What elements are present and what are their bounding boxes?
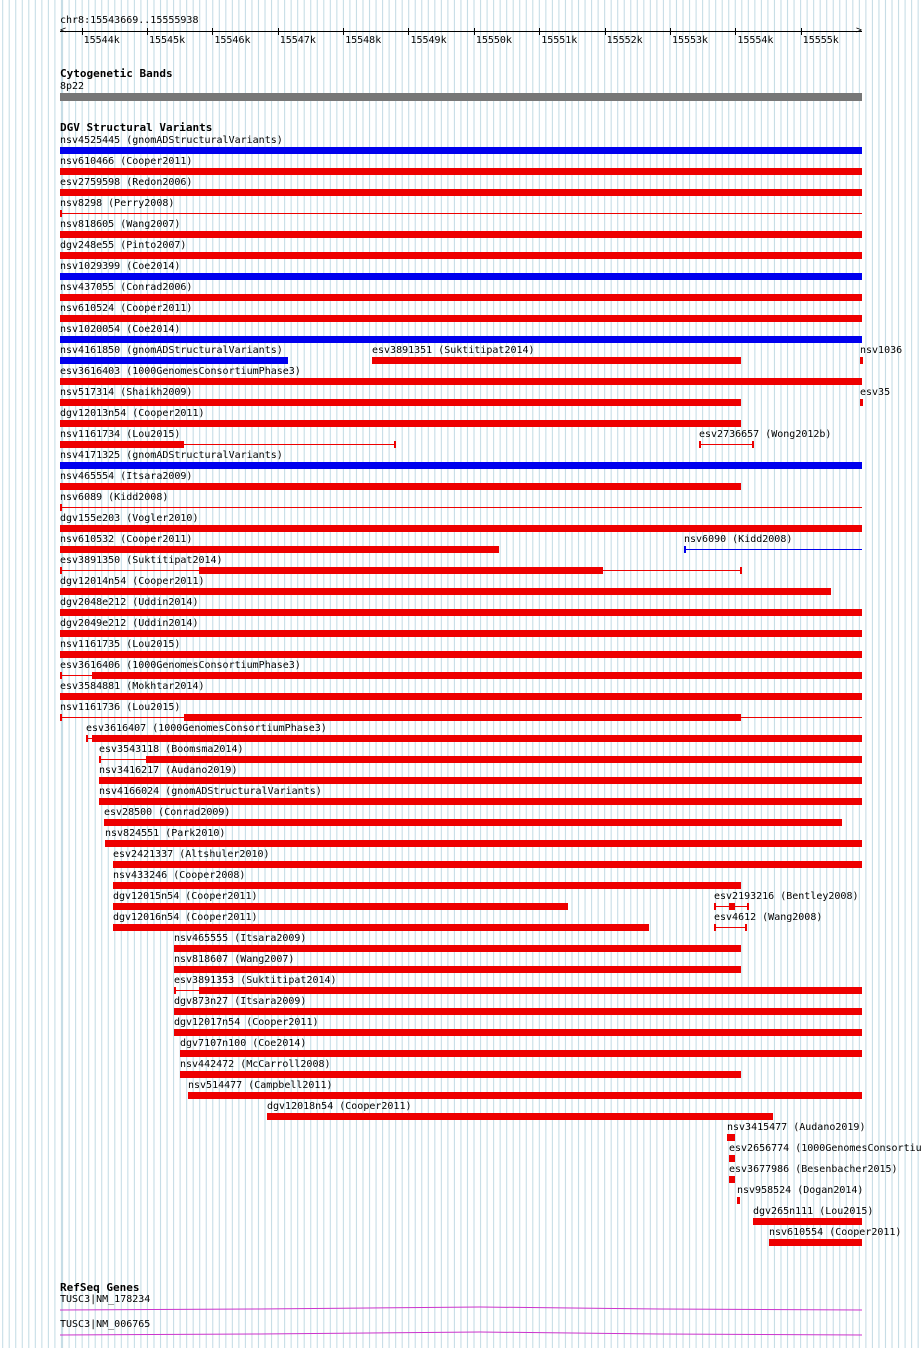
variant-bar[interactable] (60, 252, 862, 259)
variant-bar[interactable] (60, 273, 862, 280)
variant-label[interactable]: dgv12016n54 (Cooper2011) (113, 912, 258, 923)
variant-label[interactable]: nsv824551 (Park2010) (105, 828, 226, 839)
variant-bar[interactable] (60, 420, 741, 427)
variant-bar[interactable] (180, 1050, 862, 1057)
ruler-tick (82, 28, 83, 35)
variant-start-cap (60, 567, 62, 574)
ruler-tick-label: 15552k (606, 35, 643, 46)
variant-label[interactable]: esv4612 (Wang2008) (714, 912, 823, 923)
cytoband-track-title: Cytogenetic Bands (60, 67, 173, 80)
variant-label[interactable]: nsv4525445 (gnomADStructuralVariants) (60, 135, 283, 146)
gene-label[interactable]: TUSC3|NM_006765 (60, 1319, 151, 1330)
variant-label[interactable]: nsv514477 (Campbell2011) (188, 1080, 333, 1091)
variant-label[interactable]: nsv4171325 (gnomADStructuralVariants) (60, 450, 283, 461)
ruler-tick-label: 15547k (279, 35, 316, 46)
variant-bar[interactable] (684, 549, 862, 550)
variant-start-cap (60, 714, 62, 721)
variant-label[interactable]: nsv1020054 (Coe2014) (60, 324, 181, 335)
ruler-tick (605, 28, 606, 35)
variant-label[interactable]: dgv2048e212 (Uddin2014) (60, 597, 199, 608)
variant-label[interactable]: esv3891351 (Suktitipat2014) (372, 345, 535, 356)
variant-bar[interactable] (60, 630, 862, 637)
variant-thick-segment[interactable] (60, 441, 184, 448)
variant-bar[interactable] (180, 1071, 741, 1078)
ruler-left-arrow: < (60, 25, 67, 36)
variant-label[interactable]: dgv12017n54 (Cooper2011) (174, 1017, 319, 1028)
variant-label[interactable]: dgv265n111 (Lou2015) (753, 1206, 874, 1217)
variant-bar[interactable] (727, 1134, 734, 1141)
variant-thick-segment[interactable] (199, 567, 602, 574)
variant-bar[interactable] (60, 483, 741, 490)
variant-bar[interactable] (60, 168, 862, 175)
variant-bar[interactable] (729, 1155, 734, 1162)
variant-start-cap (684, 546, 686, 553)
variant-bar[interactable] (860, 399, 863, 406)
variant-label[interactable]: esv3543118 (Boomsma2014) (99, 744, 244, 755)
variant-label[interactable]: esv2736657 (Wong2012b) (699, 429, 832, 440)
variant-bar[interactable] (60, 525, 862, 532)
ruler-tick (670, 28, 671, 35)
variant-label[interactable]: nsv610532 (Cooper2011) (60, 534, 193, 545)
variant-bar[interactable] (60, 693, 862, 700)
variant-label[interactable]: nsv4166024 (gnomADStructuralVariants) (99, 786, 322, 797)
variant-bar[interactable] (174, 1029, 862, 1036)
variant-label[interactable]: nsv610554 (Cooper2011) (769, 1227, 902, 1238)
gene-label[interactable]: TUSC3|NM_178234 (60, 1294, 151, 1305)
variant-label[interactable]: esv3584881 (Mokhtar2014) (60, 681, 205, 692)
variant-bar[interactable] (60, 507, 862, 508)
variant-label[interactable]: esv3616406 (1000GenomesConsortiumPhase3) (60, 660, 301, 671)
variant-label[interactable]: dgv2049e212 (Uddin2014) (60, 618, 199, 629)
ruler-location: chr8:15543669..15555938 (60, 15, 199, 26)
variant-end-cap (394, 441, 396, 448)
gene-intron-line[interactable] (60, 1330, 862, 1338)
variant-bar[interactable] (60, 147, 862, 154)
variant-label[interactable]: nsv1161735 (Lou2015) (60, 639, 181, 650)
ruler-tick-label: 15546k (214, 35, 251, 46)
variant-bar[interactable] (60, 609, 862, 616)
ruler-tick-label: 15551k (541, 35, 578, 46)
ruler-tick (735, 28, 736, 35)
variant-bar[interactable] (60, 315, 862, 322)
variant-label[interactable]: esv28500 (Conrad2009) (104, 807, 231, 818)
gene-intron-line[interactable] (60, 1305, 862, 1313)
variant-label[interactable]: nsv610524 (Cooper2011) (60, 303, 193, 314)
variant-label[interactable]: esv2656774 (1000GenomesConsortiu (729, 1143, 922, 1154)
variant-label[interactable]: nsv442472 (McCarroll2008) (180, 1059, 331, 1070)
cytoband-bar[interactable] (60, 93, 862, 101)
variant-bar[interactable] (729, 1176, 734, 1183)
variant-start-cap (99, 756, 101, 763)
variant-bar[interactable] (113, 924, 649, 931)
variant-start-cap (86, 735, 88, 742)
gene-line-path (60, 1332, 862, 1335)
variant-label[interactable]: dgv12018n54 (Cooper2011) (267, 1101, 412, 1112)
variant-label[interactable]: nsv437055 (Conrad2006) (60, 282, 193, 293)
ruler-tick (408, 28, 409, 35)
variant-bar[interactable] (267, 1113, 773, 1120)
variant-label[interactable]: nsv1036 (860, 345, 903, 356)
variant-bar[interactable] (753, 1218, 862, 1225)
variant-label[interactable]: nsv1029399 (Coe2014) (60, 261, 181, 272)
variant-label[interactable]: dgv12013n54 (Cooper2011) (60, 408, 205, 419)
variant-label[interactable]: esv3677986 (Besenbacher2015) (729, 1164, 898, 1175)
variant-label[interactable]: nsv610466 (Cooper2011) (60, 156, 193, 167)
variant-label[interactable]: nsv433246 (Cooper2008) (113, 870, 246, 881)
variant-bar[interactable] (174, 966, 741, 973)
variant-label[interactable]: nsv517314 (Shaikh2009) (60, 387, 193, 398)
variant-label[interactable]: nsv818607 (Wang2007) (174, 954, 295, 965)
variant-thick-segment[interactable] (146, 756, 862, 763)
variant-label[interactable]: dgv12014n54 (Cooper2011) (60, 576, 205, 587)
variant-thick-segment[interactable] (199, 987, 862, 994)
variant-bar[interactable] (99, 798, 862, 805)
variant-label[interactable]: nsv958524 (Dogan2014) (737, 1185, 864, 1196)
variant-bar[interactable] (99, 777, 862, 784)
ruler-tick-label: 15554k (737, 35, 774, 46)
variant-label[interactable]: nsv6089 (Kidd2008) (60, 492, 169, 503)
variant-start-cap (699, 441, 701, 448)
variant-bar[interactable] (188, 1092, 862, 1099)
variant-bar[interactable] (372, 357, 741, 364)
variant-label[interactable]: nsv3416217 (Audano2019) (99, 765, 238, 776)
variant-bar[interactable] (174, 945, 741, 952)
variant-label[interactable]: nsv1161736 (Lou2015) (60, 702, 181, 713)
variant-thick-segment[interactable] (184, 714, 741, 721)
ruler-tick-label: 15550k (475, 35, 512, 46)
variant-label[interactable]: esv3616403 (1000GenomesConsortiumPhase3) (60, 366, 301, 377)
variant-start-cap (714, 903, 716, 910)
variant-bar[interactable] (60, 336, 862, 343)
variant-end-cap (745, 924, 747, 931)
variant-bar[interactable] (60, 651, 862, 658)
dgv-track-title: DGV Structural Variants (60, 121, 213, 134)
variant-label[interactable]: esv3891353 (Suktitipat2014) (174, 975, 337, 986)
variant-label[interactable]: nsv3415477 (Audano2019) (727, 1122, 866, 1133)
variant-bar[interactable] (60, 546, 499, 553)
variant-label[interactable]: nsv8298 (Perry2008) (60, 198, 175, 209)
variant-label[interactable]: esv2759598 (Redon2006) (60, 177, 193, 188)
variant-bar[interactable] (60, 462, 862, 469)
variant-label[interactable]: esv3616407 (1000GenomesConsortiumPhase3) (86, 723, 327, 734)
gene-line-path (60, 1307, 862, 1310)
variant-label[interactable]: nsv465554 (Itsara2009) (60, 471, 193, 482)
variant-label[interactable]: esv2193216 (Bentley2008) (714, 891, 859, 902)
variant-label[interactable]: dgv873n27 (Itsara2009) (174, 996, 307, 1007)
variant-bar[interactable] (60, 357, 288, 364)
variant-start-cap (60, 210, 62, 217)
variant-start-cap (714, 924, 716, 931)
ruler-tick-label: 15545k (149, 35, 186, 46)
variant-bar[interactable] (174, 1008, 862, 1015)
ruler-tick-label: 15553k (671, 35, 709, 46)
variant-start-cap (174, 987, 176, 994)
ruler-tick (278, 28, 279, 35)
variant-start-cap (60, 504, 62, 511)
variant-label[interactable]: esv35 (860, 387, 891, 398)
ruler-tick (539, 28, 540, 35)
ruler-tick-label: 15555k (802, 35, 839, 46)
variant-bar[interactable] (113, 903, 568, 910)
ruler-tick (801, 28, 802, 35)
variant-bar[interactable] (60, 378, 862, 385)
variant-bar[interactable] (113, 882, 741, 889)
ruler-tick-label: 15544k (83, 35, 120, 46)
variant-label[interactable]: nsv1161734 (Lou2015) (60, 429, 181, 440)
variant-label[interactable]: nsv465555 (Itsara2009) (174, 933, 307, 944)
variant-label[interactable]: esv3891350 (Suktitipat2014) (60, 555, 223, 566)
variant-bar[interactable] (769, 1239, 862, 1246)
ruler-tick (212, 28, 213, 35)
variant-label[interactable]: esv2421337 (Altshuler2010) (113, 849, 270, 860)
variant-label[interactable]: dgv12015n54 (Cooper2011) (113, 891, 258, 902)
variant-bar[interactable] (737, 1197, 740, 1204)
variant-label[interactable]: nsv6090 (Kidd2008) (684, 534, 793, 545)
ruler-tick-label: 15548k (345, 35, 382, 46)
ruler-tick (343, 28, 344, 35)
variant-label[interactable]: nsv4161850 (gnomADStructuralVariants) (60, 345, 283, 356)
cytoband-label[interactable]: 8p22 (60, 81, 85, 92)
variant-end-cap (752, 441, 754, 448)
ruler-right-arrow: > (856, 25, 863, 36)
variant-thick-segment[interactable] (729, 903, 735, 910)
ruler-tick (474, 28, 475, 35)
refseq-track-title: RefSeq Genes (60, 1281, 140, 1294)
variant-thick-segment[interactable] (92, 735, 862, 742)
variant-bar[interactable] (860, 357, 863, 364)
variant-label[interactable]: dgv7107n100 (Coe2014) (180, 1038, 307, 1049)
variant-bar[interactable] (714, 927, 745, 928)
variant-bar[interactable] (699, 444, 753, 445)
variant-bar[interactable] (60, 189, 862, 196)
ruler-tick (147, 28, 148, 35)
ruler-axis-line (60, 31, 862, 32)
variant-bar[interactable] (113, 861, 862, 868)
variant-label[interactable]: dgv248e55 (Pinto2007) (60, 240, 187, 251)
variant-label[interactable]: dgv155e203 (Vogler2010) (60, 513, 199, 524)
variant-end-cap (747, 903, 749, 910)
variant-bar[interactable] (60, 588, 831, 595)
variant-bar[interactable] (104, 819, 842, 826)
variant-bar[interactable] (60, 231, 862, 238)
variant-bar[interactable] (60, 294, 862, 301)
variant-end-cap (740, 567, 742, 574)
variant-bar[interactable] (105, 840, 862, 847)
ruler-tick-label: 15549k (410, 35, 447, 46)
variant-thick-segment[interactable] (92, 672, 862, 679)
variant-label[interactable]: nsv818605 (Wang2007) (60, 219, 181, 230)
variant-bar[interactable] (60, 213, 862, 214)
variant-bar[interactable] (60, 399, 741, 406)
variant-start-cap (60, 672, 62, 679)
